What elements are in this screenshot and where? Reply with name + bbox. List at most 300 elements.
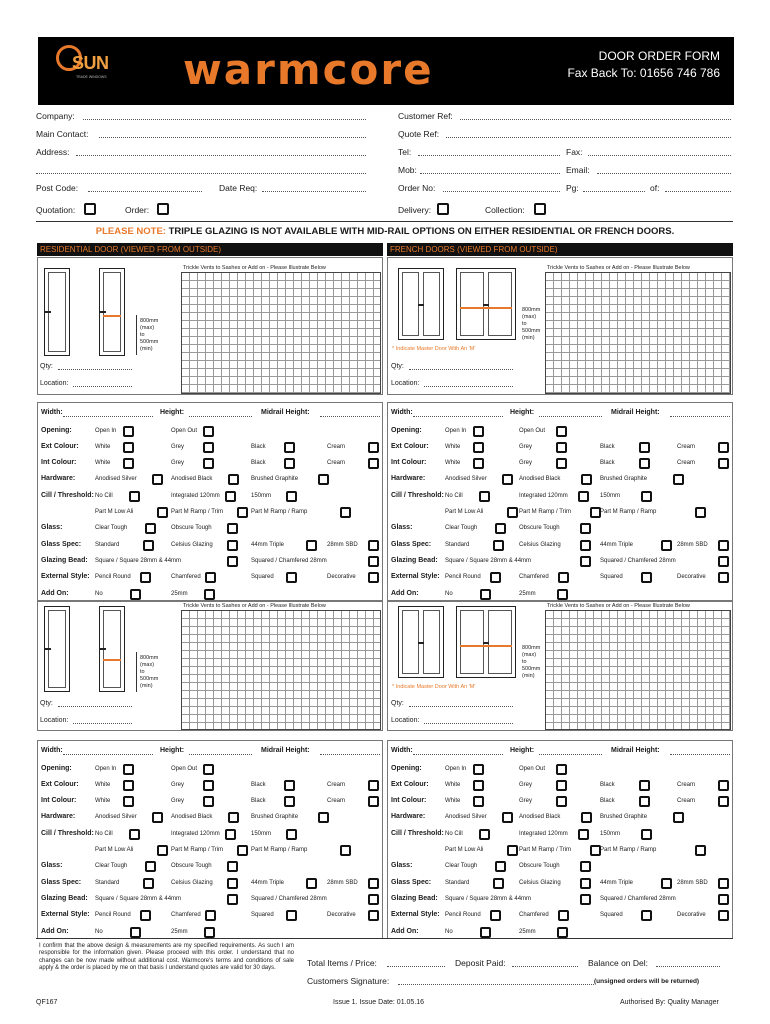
height-field[interactable] [539, 416, 602, 417]
signature-field[interactable] [398, 984, 594, 985]
collection-checkbox[interactable] [534, 203, 546, 215]
standard-checkbox[interactable] [143, 540, 154, 551]
anodised-silver-label: Anodised Silver [95, 476, 137, 482]
pencil-round-checkbox[interactable] [490, 910, 501, 921]
no-cill-label: No Cill [95, 831, 113, 837]
height-field[interactable] [189, 416, 252, 417]
signature-label: Customers Signature: [307, 976, 390, 986]
open-in-checkbox[interactable] [123, 426, 134, 437]
white-label: White [445, 444, 461, 450]
anodised-black-checkbox[interactable] [228, 474, 239, 485]
dim-line-2: (max) [522, 314, 537, 320]
triple-checkbox[interactable] [306, 540, 317, 551]
mm150-checkbox[interactable] [286, 829, 297, 840]
trickle-vent-grid[interactable] [181, 610, 381, 730]
location-label: Location: [40, 380, 69, 387]
standard-checkbox[interactable] [143, 878, 154, 889]
total-field[interactable] [387, 966, 445, 967]
qty-field[interactable] [58, 706, 132, 707]
order-no-label: Order No: [398, 183, 436, 193]
width-field[interactable] [413, 754, 503, 755]
cream-checkbox[interactable] [368, 780, 379, 791]
integrated-checkbox[interactable] [225, 829, 236, 840]
anodised-black-label: Anodised Black [171, 814, 213, 820]
width-field[interactable] [63, 754, 153, 755]
cream-checkbox[interactable] [718, 796, 729, 807]
dim-line-5: (min) [522, 673, 535, 679]
triple-checkbox[interactable] [661, 540, 672, 551]
obscure-tough-checkbox[interactable] [580, 861, 591, 872]
triple-label: 44mm Triple [600, 880, 634, 886]
square-checkbox[interactable] [580, 894, 591, 905]
brushed-graphite-label: Brushed Graphite [600, 476, 648, 482]
dim-line-5: (min) [140, 683, 153, 689]
white-checkbox[interactable] [123, 780, 134, 791]
door-handle-icon [418, 642, 424, 644]
address-field-1[interactable] [76, 155, 366, 156]
anodised-silver-label: Anodised Silver [445, 814, 487, 820]
quotation-checkbox[interactable] [84, 203, 96, 215]
grey-checkbox[interactable] [556, 796, 567, 807]
midrail-height-field[interactable] [670, 754, 730, 755]
sbd-label: 28mm SBD [327, 880, 358, 886]
no-checkbox[interactable] [130, 589, 141, 600]
qty-label: Qty: [391, 700, 404, 707]
chamfered-checkbox[interactable] [205, 910, 216, 921]
grey-label: Grey [519, 798, 533, 804]
grey-checkbox[interactable] [203, 442, 214, 453]
celsius-checkbox[interactable] [227, 878, 238, 889]
cream-checkbox[interactable] [718, 458, 729, 469]
grey-checkbox[interactable] [556, 458, 567, 469]
brushed-graphite-label: Brushed Graphite [600, 814, 648, 820]
dim-line-3: to [522, 659, 527, 665]
address-field-2[interactable] [36, 173, 366, 174]
part-m-low-checkbox[interactable] [507, 845, 518, 856]
no-cill-checkbox[interactable] [129, 829, 140, 840]
opening-label: Opening: [41, 427, 72, 434]
triple-checkbox[interactable] [306, 878, 317, 889]
chamfered-sq-label: Squared / Chamfered 28mm [251, 896, 327, 902]
location-field[interactable] [424, 386, 513, 387]
mm150-checkbox[interactable] [641, 829, 652, 840]
black-checkbox[interactable] [284, 458, 295, 469]
anodised-black-checkbox[interactable] [581, 474, 592, 485]
dim-line-2: (max) [140, 662, 155, 668]
triple-label: 44mm Triple [251, 880, 285, 886]
white-checkbox[interactable] [473, 442, 484, 453]
deposit-field[interactable] [512, 966, 578, 967]
open-in-checkbox[interactable] [123, 764, 134, 775]
white-checkbox[interactable] [473, 796, 484, 807]
white-checkbox[interactable] [473, 780, 484, 791]
width-field[interactable] [63, 416, 153, 417]
cream-label: Cream [327, 798, 346, 804]
black-checkbox[interactable] [284, 796, 295, 807]
chamfered-checkbox[interactable] [558, 572, 569, 583]
delivery-checkbox[interactable] [437, 203, 449, 215]
black-label: Black [600, 460, 615, 466]
balance-field[interactable] [656, 966, 720, 967]
open-in-checkbox[interactable] [473, 764, 484, 775]
open-in-checkbox[interactable] [473, 426, 484, 437]
white-label: White [445, 460, 461, 466]
tel-label: Tel: [398, 147, 412, 157]
triple-label: 44mm Triple [251, 542, 285, 548]
of-label: of: [650, 183, 660, 193]
note-prefix: PLEASE NOTE: [95, 226, 166, 237]
part-m-low-checkbox[interactable] [157, 507, 168, 518]
pg-field[interactable] [583, 191, 645, 192]
part-m-ramp-trim-checkbox[interactable] [237, 507, 248, 518]
ext-colour-label: Ext Colour: [41, 781, 79, 788]
cream-label: Cream [327, 782, 346, 788]
cill-label: Cill / Threshold: [41, 492, 94, 499]
glass-label: Glass: [391, 862, 413, 869]
width-label: Width: [391, 747, 413, 754]
decorative-checkbox[interactable] [718, 910, 729, 921]
pencil-round-checkbox[interactable] [490, 572, 501, 583]
mm150-checkbox[interactable] [286, 491, 297, 502]
sbd-label: 28mm SBD [677, 880, 708, 886]
pencil-round-label: Pencil Round [95, 912, 131, 918]
form-title [567, 48, 720, 82]
mm25-checkbox[interactable] [204, 589, 215, 600]
black-label: Black [600, 782, 615, 788]
anodised-black-label: Anodised Black [519, 814, 561, 820]
sbd-checkbox[interactable] [718, 540, 729, 551]
pencil-round-checkbox[interactable] [140, 910, 151, 921]
midrail-height-field[interactable] [320, 416, 380, 417]
anodised-black-checkbox[interactable] [581, 812, 592, 823]
standard-checkbox[interactable] [493, 878, 504, 889]
black-checkbox[interactable] [284, 442, 295, 453]
part-m-ramp-ramp-checkbox[interactable] [340, 845, 351, 856]
anodised-silver-checkbox[interactable] [152, 812, 163, 823]
qty-label: Qty: [40, 700, 53, 707]
mm25-checkbox[interactable] [557, 927, 568, 938]
clear-tough-checkbox[interactable] [145, 861, 156, 872]
standard-checkbox[interactable] [493, 540, 504, 551]
external-style-label: External Style: [41, 573, 90, 580]
brushed-graphite-checkbox[interactable] [673, 812, 684, 823]
grey-label: Grey [519, 460, 533, 466]
grid-label: Trickle Vents to Sashes or Add on - Please Illustrate Below [183, 265, 326, 271]
of-field[interactable] [665, 191, 731, 192]
black-checkbox[interactable] [639, 780, 650, 791]
open-out-checkbox[interactable] [556, 764, 567, 775]
glass-label: Glass: [41, 524, 63, 531]
midrail-dimension [522, 645, 540, 680]
black-checkbox[interactable] [284, 780, 295, 791]
grid-label: Trickle Vents to Sashes or Add on - Please Illustrate Below [547, 265, 690, 271]
ext-colour-label: Ext Colour: [391, 781, 429, 788]
square-label: Square / Square 28mm & 44mm [95, 896, 182, 902]
dimension-line [136, 652, 137, 692]
part-m-ramp-trim-checkbox[interactable] [237, 845, 248, 856]
glazing-bead-label: Glazing Bead: [391, 557, 438, 564]
width-field[interactable] [413, 416, 503, 417]
squared-checkbox[interactable] [286, 910, 297, 921]
order-no-field[interactable] [443, 191, 560, 192]
height-field[interactable] [189, 754, 252, 755]
white-checkbox[interactable] [123, 458, 134, 469]
grey-checkbox[interactable] [556, 442, 567, 453]
date-req-field[interactable] [262, 191, 366, 192]
anodised-black-checkbox[interactable] [228, 812, 239, 823]
sun-logo [52, 43, 112, 101]
customer-ref-field[interactable] [460, 119, 731, 120]
location-field[interactable] [73, 386, 132, 387]
chamfered-checkbox[interactable] [205, 572, 216, 583]
sun-logo-text: SUN [72, 53, 109, 73]
dim-line-5: (min) [522, 335, 535, 341]
cream-checkbox[interactable] [718, 780, 729, 791]
company-field[interactable] [83, 119, 366, 120]
mm150-checkbox[interactable] [641, 491, 652, 502]
anodised-silver-label: Anodised Silver [445, 476, 487, 482]
part-m-low-checkbox[interactable] [507, 507, 518, 518]
ext-colour-label: Ext Colour: [391, 443, 429, 450]
date-req-label: Date Req: [219, 183, 258, 193]
note-text: TRIPLE GLAZING IS NOT AVAILABLE WITH MID-RAIL OPTIONS ON EITHER RESIDENTIAL OR FRENCH DOORS. [165, 226, 675, 237]
chamfered-sq-label: Squared / Chamfered 28mm [251, 558, 327, 564]
chamfered-sq-checkbox[interactable] [368, 556, 379, 567]
obscure-tough-checkbox[interactable] [580, 523, 591, 534]
open-out-checkbox[interactable] [203, 764, 214, 775]
no-cill-checkbox[interactable] [129, 491, 140, 502]
black-label: Black [251, 782, 266, 788]
square-checkbox[interactable] [580, 556, 591, 567]
confirmation-text: I confirm that the above design & measurements are my specified requirements. As such I am responsible for the information given. Please proceed with this order. I understand that no changes can be now made without additional cost. Warmcore's terms and conditions of sale apply & the order is placed by me on that basis I understand quotes are valid for 30 days. [39, 943, 294, 971]
authorised-by: Authorised By: Quality Manager [620, 999, 719, 1006]
qty-field[interactable] [409, 369, 513, 370]
part-m-ramp-ramp-checkbox[interactable] [695, 507, 706, 518]
no-cill-checkbox[interactable] [479, 491, 490, 502]
glass-spec-label: Glass Spec: [41, 879, 82, 886]
footer-divider [36, 938, 733, 939]
grey-label: Grey [171, 798, 185, 804]
mm25-checkbox[interactable] [557, 589, 568, 600]
black-checkbox[interactable] [639, 796, 650, 807]
no-label: No [95, 591, 103, 597]
square-checkbox[interactable] [227, 894, 238, 905]
int-colour-label: Int Colour: [41, 459, 77, 466]
black-label: Black [251, 798, 266, 804]
celsius-label: Celsius Glazing [171, 880, 213, 886]
sbd-checkbox[interactable] [368, 878, 379, 889]
squared-checkbox[interactable] [641, 572, 652, 583]
no-label: No [445, 591, 453, 597]
sbd-label: 28mm SBD [677, 542, 708, 548]
deposit-label: Deposit Paid: [455, 958, 506, 968]
clear-tough-checkbox[interactable] [495, 523, 506, 534]
squared-checkbox[interactable] [286, 572, 297, 583]
cream-checkbox[interactable] [368, 796, 379, 807]
trickle-vent-grid[interactable] [545, 272, 731, 394]
obscure-tough-checkbox[interactable] [227, 523, 238, 534]
midrail-dimension [140, 655, 158, 690]
decorative-checkbox[interactable] [718, 572, 729, 583]
open-out-label: Open Out [171, 766, 198, 772]
glazing-bead-label: Glazing Bead: [41, 557, 88, 564]
order-checkbox[interactable] [157, 203, 169, 215]
integrated-checkbox[interactable] [578, 491, 589, 502]
midrail-height-field[interactable] [670, 416, 730, 417]
height-label: Height: [160, 747, 185, 754]
open-out-checkbox[interactable] [556, 426, 567, 437]
anodised-silver-checkbox[interactable] [152, 474, 163, 485]
chamfered-sq-checkbox[interactable] [718, 556, 729, 567]
decorative-checkbox[interactable] [368, 910, 379, 921]
location-field[interactable] [424, 723, 513, 724]
no-checkbox[interactable] [480, 589, 491, 600]
obscure-tough-checkbox[interactable] [227, 861, 238, 872]
height-label: Height: [160, 409, 185, 416]
email-label: Email: [566, 165, 590, 175]
integrated-checkbox[interactable] [225, 491, 236, 502]
opening-label: Opening: [391, 765, 422, 772]
part-m-low-checkbox[interactable] [157, 845, 168, 856]
height-field[interactable] [539, 754, 602, 755]
cream-checkbox[interactable] [368, 442, 379, 453]
mm25-checkbox[interactable] [204, 927, 215, 938]
unsigned-note: (unsigned orders will be returned) [594, 978, 700, 985]
fax-field[interactable] [588, 155, 731, 156]
customer-ref-label: Customer Ref: [398, 111, 453, 121]
no-label: No [445, 929, 453, 935]
black-checkbox[interactable] [639, 442, 650, 453]
qty-label: Qty: [391, 363, 404, 370]
no-checkbox[interactable] [480, 927, 491, 938]
sbd-label: 28mm SBD [327, 542, 358, 548]
location-field[interactable] [73, 723, 132, 724]
sbd-checkbox[interactable] [368, 540, 379, 551]
white-checkbox[interactable] [123, 442, 134, 453]
grid-label: Trickle Vents to Sashes or Add on - Please Illustrate Below [547, 603, 690, 609]
open-in-label: Open In [445, 428, 467, 434]
mob-field[interactable] [420, 173, 560, 174]
part-m-ramp-ramp-checkbox[interactable] [340, 507, 351, 518]
celsius-checkbox[interactable] [580, 878, 591, 889]
grey-checkbox[interactable] [203, 780, 214, 791]
squared-checkbox[interactable] [641, 910, 652, 921]
white-label: White [95, 444, 111, 450]
triple-checkbox[interactable] [661, 878, 672, 889]
trickle-vent-grid[interactable] [545, 610, 731, 730]
no-label: No [95, 929, 103, 935]
int-colour-label: Int Colour: [391, 459, 427, 466]
quote-ref-field[interactable] [446, 137, 731, 138]
brushed-graphite-checkbox[interactable] [318, 474, 329, 485]
qty-field[interactable] [409, 706, 513, 707]
white-label: White [95, 798, 111, 804]
quote-ref-label: Quote Ref: [398, 129, 440, 139]
chamfered-label: Chamfered [171, 574, 201, 580]
external-style-label: External Style: [391, 573, 440, 580]
grey-checkbox[interactable] [556, 780, 567, 791]
trickle-vent-grid[interactable] [181, 272, 381, 394]
open-out-label: Open Out [519, 766, 546, 772]
integrated-checkbox[interactable] [578, 829, 589, 840]
brushed-graphite-checkbox[interactable] [673, 474, 684, 485]
dim-line-1: 800mm [140, 318, 159, 324]
black-checkbox[interactable] [639, 458, 650, 469]
grey-checkbox[interactable] [203, 458, 214, 469]
tel-field[interactable] [418, 155, 560, 156]
midrail-height-field[interactable] [320, 754, 380, 755]
sbd-checkbox[interactable] [718, 878, 729, 889]
anodised-silver-checkbox[interactable] [502, 812, 513, 823]
integrated-label: Integrated 120mm [519, 493, 568, 499]
pencil-round-checkbox[interactable] [140, 572, 151, 583]
main-contact-label: Main Contact: [36, 129, 89, 139]
anodised-silver-checkbox[interactable] [502, 474, 513, 485]
white-checkbox[interactable] [123, 796, 134, 807]
hardware-label: Hardware: [391, 475, 426, 482]
white-checkbox[interactable] [473, 458, 484, 469]
issue-info: Issue 1. Issue Date: 01.05.16 [333, 999, 425, 1006]
grey-label: Grey [171, 460, 185, 466]
qty-field[interactable] [58, 369, 132, 370]
brushed-graphite-checkbox[interactable] [318, 812, 329, 823]
ext-colour-label: Ext Colour: [41, 443, 79, 450]
post-code-field[interactable] [88, 191, 202, 192]
residential-section-bar: RESIDENTIAL DOOR (VIEWED FROM OUTSIDE) [37, 243, 383, 256]
chamfered-sq-checkbox[interactable] [718, 894, 729, 905]
no-cill-label: No Cill [445, 493, 463, 499]
no-checkbox[interactable] [130, 927, 141, 938]
mm25-label: 25mm [519, 591, 536, 597]
add-on-label: Add On: [391, 928, 419, 935]
dim-line-3: to [140, 332, 145, 338]
external-style-label: External Style: [391, 911, 440, 918]
clear-tough-checkbox[interactable] [495, 861, 506, 872]
open-out-label: Open Out [519, 428, 546, 434]
open-out-checkbox[interactable] [203, 426, 214, 437]
cream-checkbox[interactable] [368, 458, 379, 469]
squared-label: Squared [251, 912, 274, 918]
header-banner [38, 37, 734, 105]
celsius-checkbox[interactable] [227, 540, 238, 551]
no-cill-checkbox[interactable] [479, 829, 490, 840]
open-out-label: Open Out [171, 428, 198, 434]
decorative-label: Decorative [677, 574, 706, 580]
clear-tough-checkbox[interactable] [145, 523, 156, 534]
cream-label: Cream [327, 444, 346, 450]
fax-label: Fax: [566, 147, 583, 157]
email-field[interactable] [597, 173, 731, 174]
opening-label: Opening: [391, 427, 422, 434]
mm25-label: 25mm [519, 929, 536, 935]
decorative-checkbox[interactable] [368, 572, 379, 583]
main-contact-field[interactable] [99, 137, 366, 138]
collection-label: Collection: [485, 205, 525, 215]
grey-checkbox[interactable] [203, 796, 214, 807]
chamfered-sq-checkbox[interactable] [368, 894, 379, 905]
part-m-ramp-trim-label: Part M Ramp / Trim [171, 509, 224, 515]
part-m-ramp-ramp-checkbox[interactable] [695, 845, 706, 856]
square-checkbox[interactable] [227, 556, 238, 567]
chamfered-checkbox[interactable] [558, 910, 569, 921]
anodised-silver-label: Anodised Silver [95, 814, 137, 820]
celsius-checkbox[interactable] [580, 540, 591, 551]
part-m-low-label: Part M Low Ali [445, 847, 484, 853]
cream-checkbox[interactable] [718, 442, 729, 453]
clear-tough-label: Clear Tough [445, 525, 478, 531]
width-label: Width: [41, 409, 63, 416]
door-handle-icon [45, 648, 51, 650]
